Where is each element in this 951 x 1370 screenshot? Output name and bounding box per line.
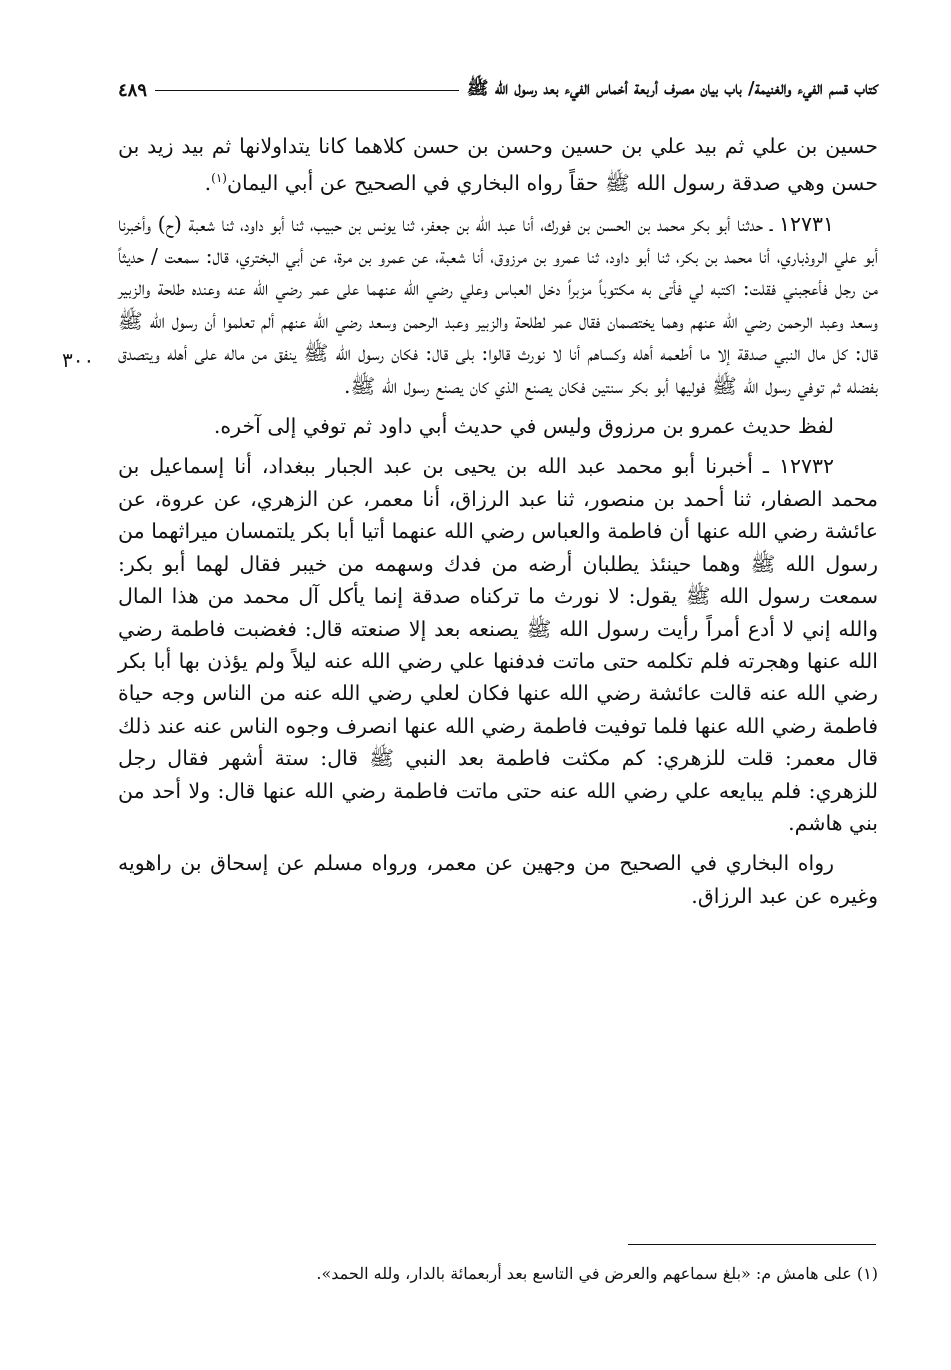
hadith-12732: ١٢٧٣٢ ـ أخبرنا أبو محمد عبد الله بن يحيى بن عبد الجبار ببغداد، أنا إسماعيل بن محمد الصفار، ثنا أحمد بن منصور، ثنا عبد الرزاق، أنا معمر، عن الزهري، عن عروة، عن عائشة رضي الله عنها أن فاطمة والعباس رضي الله عنهما أتيا أبا بكر يلتمسان ميراثهما من رسول الله ﷺ وهما حينئذ يطلبان أرضه من فدك وسهمه من خيبر فقال لهما أبو بكر: سمعت رسول الله ﷺ يقول: لا نورث ما تركناه صدقة إنما يأكل آل محمد من هذا المال والله إني لا أدع أمراً رأيت رسول الله ﷺ يصنعه بعد إلا صنعته قال: فغضبت فاطمة رضي الله عنها وهجرته فلم تكلمه حتى ماتت فدفنها علي رضي الله عنه ليلاً ولم يؤذن بها أبا بكر رضي الله عنه قالت عائشة رضي الله عنها فكان لعلي رضي الله عنه من الناس وجه حياة فاطمة رضي الله عنها فلما توفيت فاطمة رضي الله عنها انصرف وجوه الناس عنه عند ذلك قال معمر: قلت للزهري: كم مكثت فاطمة بعد النبي ﷺ قال: ستة أشهر فقال رجل للزهري: فلم يبايعه علي رضي الله عنه حتى ماتت فاطمة رضي الله عنها قال: ولا أحد من بني هاشم.	[118, 454, 878, 835]
margin-page-note: ٣٠٠	[62, 348, 95, 372]
note-paragraph: لفظ حديث عمرو بن مرزوق وليس في حديث أبي داود ثم توفي إلى آخره.	[213, 414, 834, 439]
page-number: ٤٨٩	[118, 79, 148, 101]
paragraph-tail: .	[204, 171, 212, 196]
body-text	[118, 130, 878, 920]
paragraph-text: حسين بن علي ثم بيد علي بن حسين وحسن بن حسن كلاهما كانا يتداولانها ثم بيد زيد بن حسن وهي صدقة رسول الله ﷺ حقاً رواه البخاري في الصحيح عن أبي اليمان	[118, 134, 878, 196]
hadith-12731: ١٢٧٣١ ـ حدثنا أبو بكر محمد بن الحسن بن فورك، أنا عبد الله بن جعفر، ثنا يونس بن حبيب، ثنا أبو داود، ثنا شعبة (ح) وأخبرنا أبو علي الروذباري، أنا محمد بن بكر، ثنا أبو داود، ثنا عمرو بن مرزوق، أنا شعبة، عن عمرو بن مرة، عن أبي البختري، قال: سمعت / حديثاً من رجل فأعجبني فقلت: اكتبه لي فأتى به مكتوباً مزبراً دخل العباس وعلي رضي الله عنهما على عمر رضي الله عنه وعنده طلحة والزبير وسعد وعبد الرحمن رضي الله عنهم وهما يختصمان فقال عمر لطلحة والزبير وعبد الرحمن وسعد رضي الله عنهم ألم تعلموا أن رسول الله ﷺ قال: كل مال النبي صدقة إلا ما أطعمه أهله وكساهم أنا لا نورث قالوا: بلى قال: فكان رسول الله ﷺ ينفق من ماله على أهله ويتصدق بفضله ثم توفي رسول الله ﷺ فوليها أبو بكر سنتين فكان يصنع الذي كان يصنع رسول الله ﷺ.	[118, 211, 878, 398]
footnote-reference: (١)	[211, 171, 227, 186]
running-header	[118, 72, 878, 108]
footnote: (١) على هامش م: «بلغ سماعهم والعرض في التاسع بعد أربعمائة بالدار، ولله الحمد».	[316, 1264, 878, 1283]
header-rule	[155, 90, 459, 91]
attribution-paragraph: رواه البخاري في الصحيح من وجهين عن معمر، ورواه مسلم عن إسحاق بن راهويه وغيره عن عبد الرزاق.	[118, 851, 878, 908]
header-title: كتاب قسم الفيء والغنيمة/ باب بيان مصرف أربعة أخماس الفيء بعد رسول الله ﷺ	[466, 78, 878, 99]
paragraph-continuation	[118, 130, 878, 200]
footnote-divider	[628, 1244, 876, 1245]
